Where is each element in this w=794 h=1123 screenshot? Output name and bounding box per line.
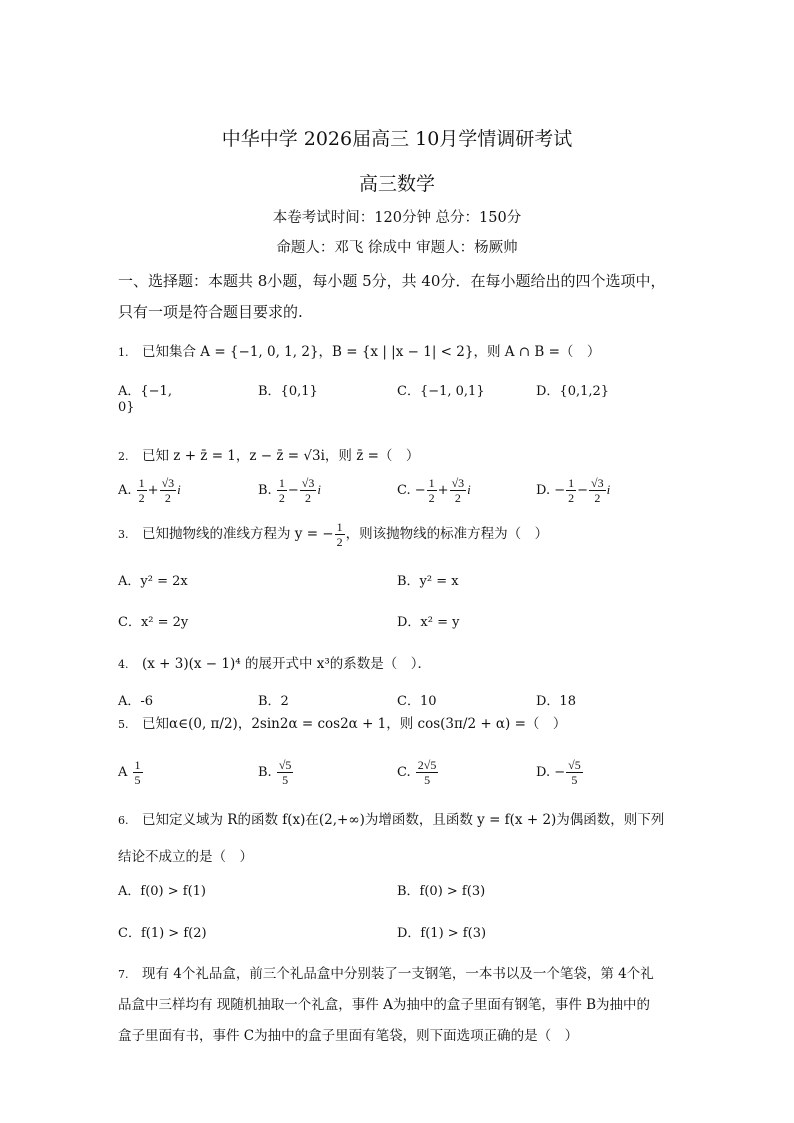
question-stem: 已知 z + z̄ = 1，z − z̄ = √3i，则 z̄ =（ ） <box>142 448 420 464</box>
section-heading-line2: 只有一项是符合题目要求的. <box>118 303 303 321</box>
q1-option-b: B．{0,1} <box>258 384 318 399</box>
question-3 <box>118 520 548 549</box>
q1-option-a-wrap: 0} <box>118 400 135 415</box>
section-heading-line1: 一、选择题：本题共 8小题，每小题 5分，共 40分．在每小题给出的四个选项中， <box>118 272 666 290</box>
question-1 <box>118 340 600 360</box>
question-6 <box>118 808 664 828</box>
q3-option-b: B．y² = x <box>397 574 459 589</box>
option-label: D. <box>536 765 551 780</box>
question-number: 6. <box>118 814 129 827</box>
q6-option-b: B．f(0) > f(3) <box>397 884 486 899</box>
q2-option-c: C. − $\frac{1}{2}$ + $\frac{√3}{2}$ i <box>397 476 471 505</box>
question-7-stem-cont2: 盒子里面有书，事件 C为抽中的盒子里面有笔袋，则下面选项正确的是（ ） <box>118 1028 579 1044</box>
q5-option-c <box>397 758 439 787</box>
question-stem: 已知α∈(0, π/2)，2sin2α = cos2α + 1，则 cos(3π/2 + α) =（ ） <box>142 716 567 732</box>
q3-option-d: D．x² = y <box>397 615 460 630</box>
fraction: $\frac{√3}{2}$ <box>301 476 315 505</box>
q2-option-d: D. − $\frac{1}{2}$ − $\frac{√3}{2}$ i <box>536 476 611 505</box>
q1-option-c: C．{−1, 0,1} <box>397 384 485 399</box>
option-label: B. <box>258 765 272 780</box>
question-7-stem-cont: 品盒中三样均有 现随机抽取一个礼盒，事件 A为抽中的盒子里面有钢笔，事件 B为抽中的 <box>118 997 651 1013</box>
q2-option-a: A. $\frac{1}{2}$ + $\frac{√3}{2}$ i <box>118 476 181 505</box>
fraction: $\frac{1}{2}$ <box>278 476 285 505</box>
question-stem: 已知集合 A = {−1, 0, 1, 2}，B = {x | |x − 1| < 2}，则 A ∩ B =（ ） <box>142 344 601 360</box>
exam-time-info: 本卷考试时间：120分钟 总分：150分 <box>272 210 522 226</box>
question-number: 7. <box>118 968 129 981</box>
question-stem: 现有 4个礼品盒，前三个礼品盒中分别装了一支钢笔，一本书以及一个笔袋，第 4个礼 <box>142 966 654 982</box>
question-stem: (x + 3)(x − 1)⁴ 的展开式中 x³的系数是（ ）． <box>142 656 432 672</box>
q6-option-a: A．f(0) > f(1) <box>118 884 206 899</box>
q6-option-d: D．f(1) > f(3) <box>397 926 487 941</box>
q3-option-c: C．x² = 2y <box>118 615 189 630</box>
q5-option-d: D. − $\frac{√5}{5}$ <box>536 758 581 787</box>
q5-option-b <box>258 758 294 787</box>
question-number: 5. <box>118 718 129 731</box>
question-stem-pre: 已知抛物线的准线方程为 y = − <box>142 526 334 542</box>
option-label: A <box>118 765 128 780</box>
question-6-stem-cont: 结论不成立的是（ ） <box>118 849 253 865</box>
question-number: 3. <box>118 528 129 541</box>
question-number: 2. <box>118 450 129 463</box>
fraction: $\frac{1}{2}$ <box>138 476 145 505</box>
q4-option-c: C．10 <box>397 694 437 709</box>
option-label: C. <box>397 483 411 498</box>
q1-option-d: D．{0,1,2} <box>536 384 610 399</box>
fraction: $\frac{√3}{2}$ <box>161 476 175 505</box>
q4-option-b: B．2 <box>258 694 289 709</box>
q6-option-c: C．f(1) > f(2) <box>118 926 207 941</box>
question-4 <box>118 652 431 672</box>
fraction: $\frac{√5}{5}$ <box>568 758 581 787</box>
q5-option-a <box>118 758 144 787</box>
exam-authors: 命题人：邓飞 徐成中 审题人：杨厥帅 <box>276 240 518 256</box>
fraction: $\frac{1}{2}$ <box>428 476 435 505</box>
option-label: D. <box>536 483 551 498</box>
exam-subtitle: 高三数学 <box>358 173 435 195</box>
option-label: B. <box>258 483 272 498</box>
question-2 <box>118 444 419 464</box>
question-number: 1. <box>118 346 129 359</box>
fraction: $\frac{2√5}{5}$ <box>417 758 437 787</box>
fraction: $\frac{√5}{5}$ <box>278 758 292 787</box>
exam-title: 中华中学 2026届高三 10月学情调研考试 <box>221 128 573 150</box>
question-7 <box>118 962 654 982</box>
question-number: 4. <box>118 658 129 671</box>
q3-option-a: A．y² = 2x <box>118 574 188 589</box>
option-label: C. <box>397 765 411 780</box>
q4-option-a: A．-6 <box>118 694 154 709</box>
fraction: $\frac{1}{5}$ <box>134 758 141 787</box>
q2-option-b: B. $\frac{1}{2}$ − $\frac{√3}{2}$ i <box>258 476 321 505</box>
fraction: $\frac{1}{2}$ <box>336 520 343 549</box>
question-stem: 已知定义域为 R的函数 f(x)在(2,+∞)为增函数，且函数 y = f(x + 2)为偶函数，则下列 <box>142 812 665 828</box>
option-label: A. <box>118 483 132 498</box>
question-stem-post: ，则该抛物线的标准方程为（ ） <box>345 526 549 542</box>
q1-option-a: A．{−1, <box>118 384 172 399</box>
fraction: $\frac{1}{2}$ <box>568 476 575 505</box>
q4-option-d: D．18 <box>536 694 576 709</box>
fraction: $\frac{√3}{2}$ <box>451 476 465 505</box>
fraction: $\frac{√3}{2}$ <box>591 476 604 505</box>
question-5 <box>118 712 566 732</box>
